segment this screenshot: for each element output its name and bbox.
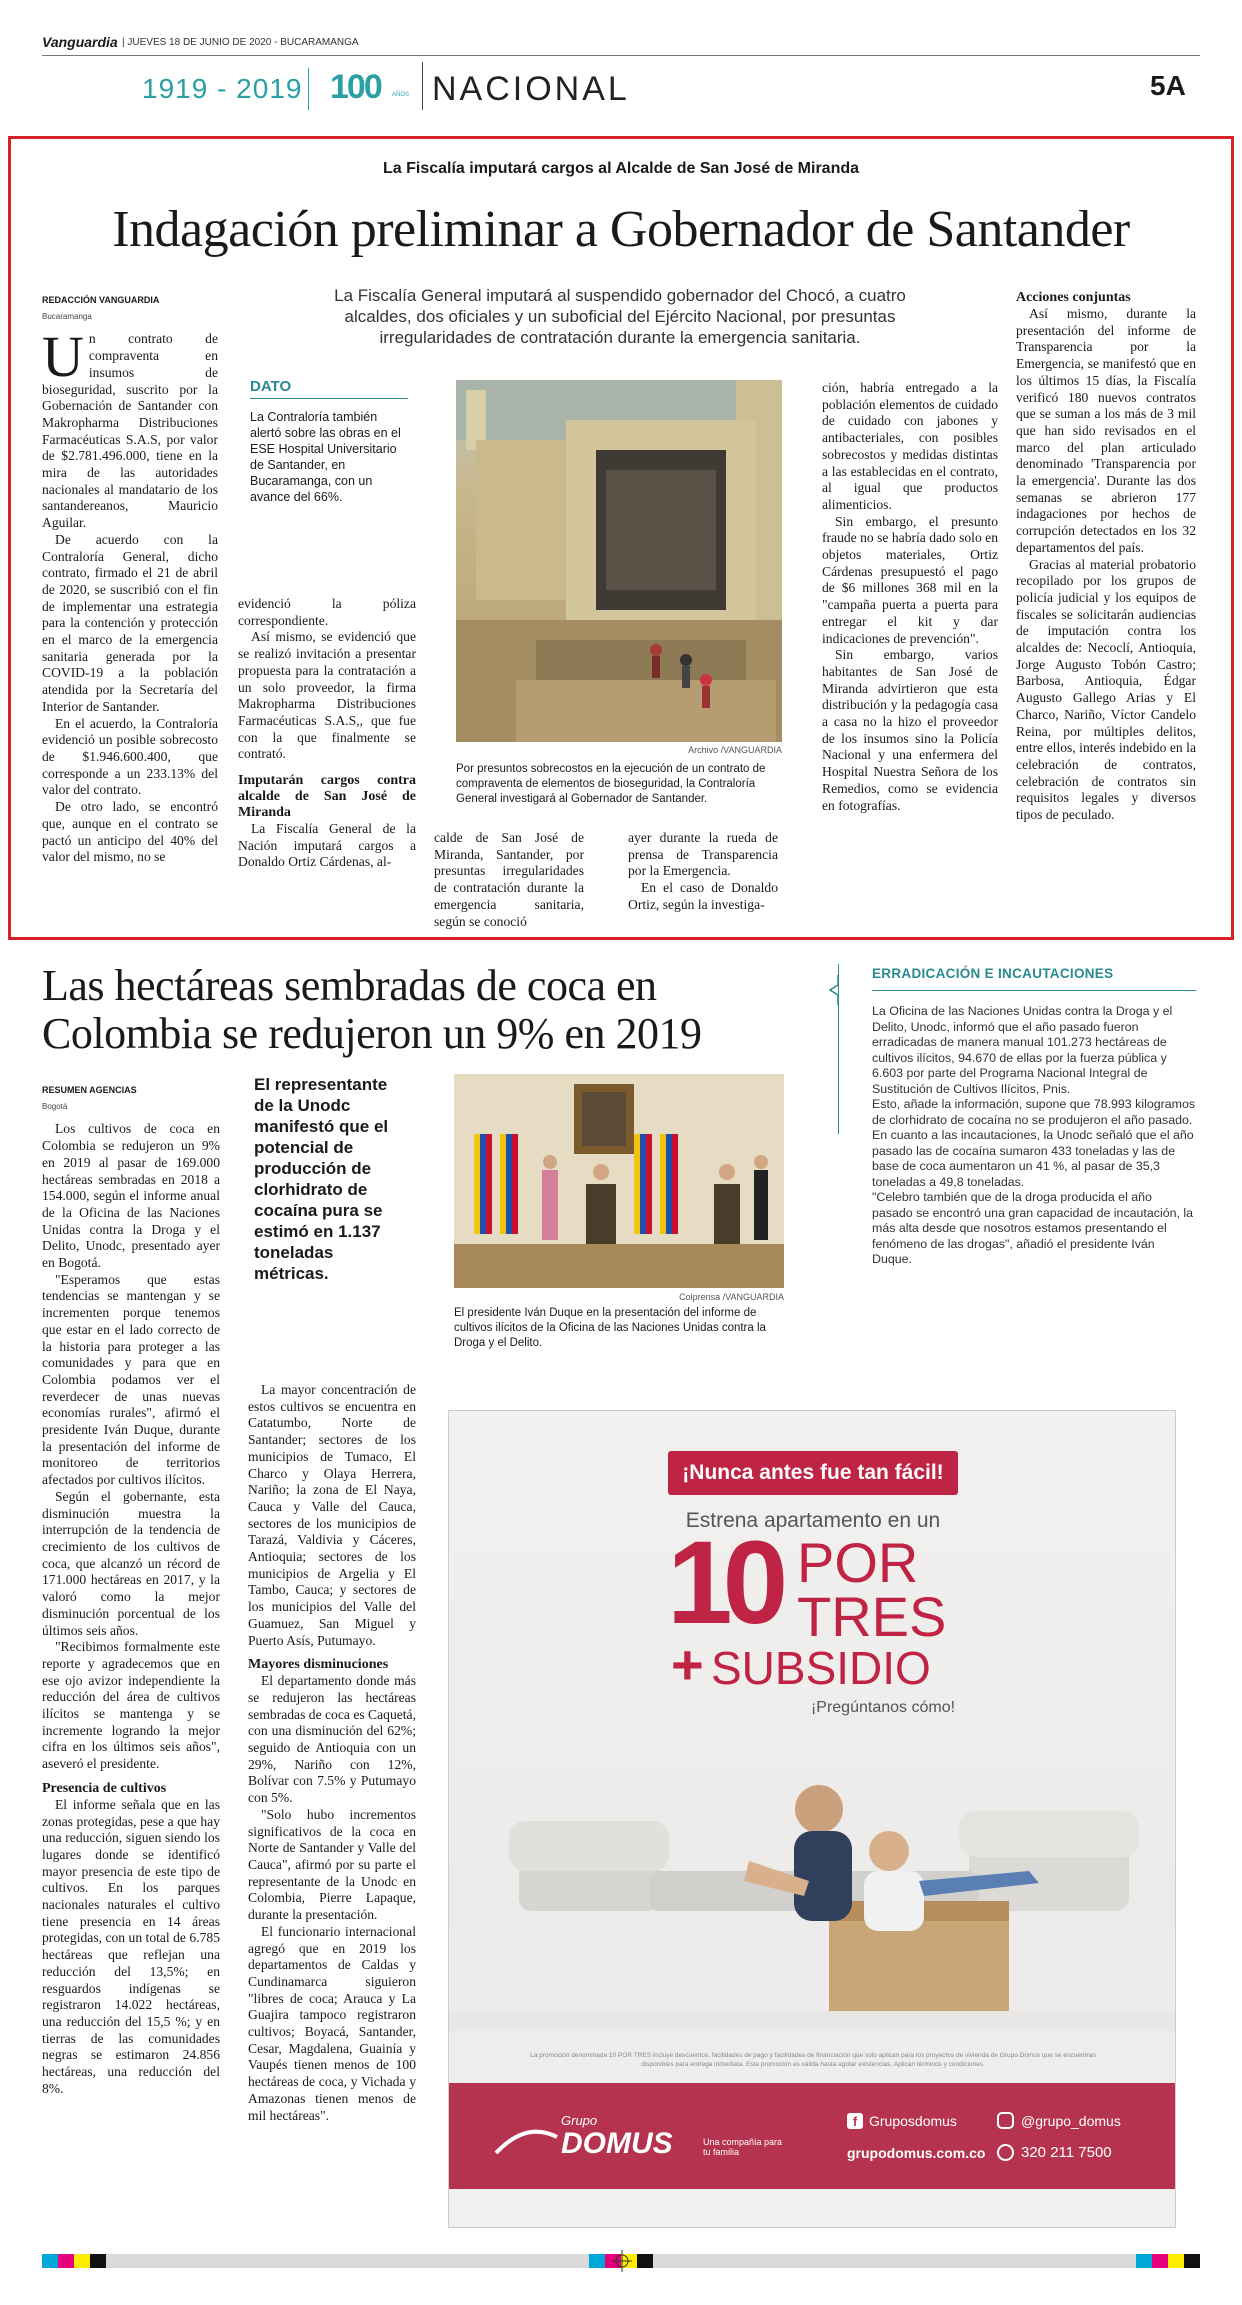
story1-lead: n contrato de compraventa en insumos de bioseguridad, suscrito por la Gobernación de Santander con Makropharma Distribuciones Farmacéuticas S.A.S, por valor de $2.781.496.000, tiene en la mira de las autoridades nacionales al mandatario de los santandereanos, Mauricio Aguilar.: [42, 331, 218, 531]
story2-photo-caption: El presidente Iván Duque en la presentación del informe de cultivos ilícitos de la Oficina de las Naciones Unidas contra la Droga y el Delito.: [454, 1307, 766, 1349]
story2-location: Bogotá: [42, 1101, 68, 1111]
story1-deck: La Fiscalía General imputará al suspendido gobernador del Chocó, a cuatro alcaldes, dos oficiales y un suboficial del Ejército Nacional, por presuntas irregularidades de contratación durante la emergencia sanitaria.: [334, 286, 906, 347]
ad-website[interactable]: grupodomus.com.co: [847, 2145, 986, 2161]
dato-text: La Contraloría también alertó sobre las obras en el ESE Hospital Universitario de Santander, en Bucaramanga, con un avance del 66%.: [250, 410, 401, 504]
ad-tagline: Una compañía para tu familia: [703, 2137, 783, 2157]
paragraph: Así mismo, durante la presentación del informe de Transparencia por la Emergencia, se manifestó que en los últimos 15 días, la Fiscalía verificó 180 nuevos contratos que se suman a los más de 3 mil que han sido revisados en el marco del plan articulado denominado 'Transparencia por la emergencia'. Durante las dos semanas se abrieron 177 indagaciones por hechos de corrupción detectados en los 32 departamentos del país.: [1016, 306, 1196, 555]
dato-box: [250, 378, 408, 505]
ad-brand: DOMUS: [561, 2127, 673, 2160]
story1-dropcap: U: [42, 324, 84, 390]
paragraph: Los cultivos de coca en Colombia se redujeron un 9% en 2019 al pasar de 169.000 hectáreas sembradas en 2018 a 154.000, según el informe anual de la Oficina de las Naciones Unidas contra la Droga y el Delito, Unodc, presentado ayer en Bogotá.: [42, 1121, 220, 1271]
dato-label: DATO: [250, 378, 408, 399]
paragraph: La mayor concentración de estos cultivos se encuentra en Catatumbo, Norte de Santander; sectores de los municipios de Tumaco, El Charco y Olaya Herrera, Nariño; la zona de El Naya, Cauca y Valle del Cauca, sectores de los municipios de Tarazá, Valdivia y Cáceres, Antioquia; sectores de los municipios de Argelia y El Tambo, Cauca; y sectores de los municipios del Valle del Guamuez, San Miguel y Puerto Asís, Putumayo.: [248, 1382, 416, 1648]
story1-col5: [822, 380, 998, 814]
story2-headline: Las hectáreas sembradas de coca en Colombia se redujeron un 9% en 2019: [42, 961, 702, 1058]
story1-subhead-1: Imputarán cargos contra alcalde de San José de Miranda: [238, 773, 416, 821]
paragraph: calde de San José de Miranda, Santander, por presuntas irregularidades de contratación durante la emergencia sanitaria, según se conoció: [434, 830, 584, 929]
paragraph: "Celebro también que de la droga producida el año pasado se encontró una gran capacidad de incautación, la más alta desde que nosotros estamos presentando el fenómeno de las drogas", añadió el presidente Iván Duque.: [872, 1190, 1194, 1266]
ad-brand-small: Grupo: [561, 2113, 598, 2128]
paragraph: La Oficina de las Naciones Unidas contra la Droga y el Delito, Unodc, informó que el año pasado fueron erradicadas de manera manual 101.273 hectáreas de cultivos ilícitos, 94.670 de ellas por la fuerza pública y 6.603 por parte del Programa Nacional Integral de Sustitución de Cultivos Ilícitos, Pnis.: [872, 1004, 1173, 1096]
story1-col2: [238, 596, 416, 871]
story1-col3: [434, 830, 584, 930]
paragraph: Sin embargo, varios habitantes de San José de Miranda advirtieron que esta distribución y la pedagogía casa a casa no la hizo el proveedor de los insumos sino la Policía Nacional y una enfermera del Hospital Nuestra Señora de los Remedios, como se evidencia en fotografías.: [822, 647, 998, 813]
story1-byline: REDACCIÓN VANGUARDIA: [42, 295, 160, 305]
section-title: NACIONAL: [432, 70, 630, 108]
paragraph: "Esperamos que estas tendencias se mantengan y se incrementen porque tenemos que estar en el lado correcto de la historia para proteger a las comunidades y para que en Colombia podamos ver el reverdecer de unas nuevas economías rurales", afirmó el presidente Iván Duque, durante la presentación del informe de monitoreo de territorios afectados por cultivos ilícitos.: [42, 1271, 220, 1488]
story1-photo-credit: Archivo /VANGUARDIA: [688, 745, 782, 755]
masthead-brand: Vanguardia: [42, 34, 118, 50]
story1-col4: [628, 830, 778, 914]
paragraph: ción, habría entregado a la población elementos de cuidado de cuidado con jabones y antibacteriales, con posibles sobrecostos y medidas distintas a las establecidas en el contrato, al igual que productos alimenticios.: [822, 380, 998, 512]
story2-pull-quote: El representante de la Unodc manifestó que el potencial de producción de clorhidrato de cocaína pura se estimó en 1.137 toneladas métricas.: [254, 1075, 389, 1283]
masthead-dateline: | JUEVES 18 DE JUNIO DE 2020 - BUCARAMANGA: [122, 37, 359, 48]
ad-por: POR: [797, 1531, 919, 1594]
paragraph: "Solo hubo incrementos significativos de la coca en Norte de Santander y Valle del Cauca", afirmó por su parte el representante de la Unodc en Colombia, Pierre Lapaque, durante la presentación.: [248, 1806, 416, 1923]
story1-location: Bucaramanga: [42, 311, 92, 321]
paragraph: Esto, añade la información, supone que 78.993 kilogramos de clorhidrato de cocaína no se produjeron el año pasado.: [872, 1097, 1196, 1127]
sidebar-title: ERRADICACIÓN E INCAUTACIONES: [872, 966, 1114, 981]
paragraph: De acuerdo con la Contraloría General, dicho contrato, firmado el 21 de abril de 2020, se suscribió con el fin de implementar una estrategia para la contención y protección en el marco de la emergencia sanitaria generada por la COVID-19 a la población atendida por la Secretaría del Interior de Santander.: [42, 531, 218, 714]
paragraph: En cuanto a las incautaciones, la Unodc señaló que el año pasado las de cocaína sumaron 433 toneladas y las de base de coca aumentaron un 41 %, al pasar de 35,3 toneladas a 49,8 toneladas.: [872, 1128, 1194, 1189]
ad-big-number: 10: [667, 1517, 779, 1649]
paragraph: "Recibimos formalmente este reporte y agradecemos que en ese ojo avizor independiente la reducción del área de cultivos ilícitos se mantenga y se incremente logrando la mejor cifra en los últimos seis años", aseveró el presidente.: [42, 1639, 220, 1772]
paragraph: El funcionario internacional agregó que en 2019 los departamentos de Caldas y Cundinamarca siguieron "libres de coca; Arauca y La Guajira tampoco registraron cultivos; Boyacá, Santander, Cesar, Magdalena, Guainía y Vaupés tienen menos de 100 hectáreas de coca, y Vichada y Amazonas tienen menos de mil hectáreas".: [248, 1923, 416, 2123]
story2-col1: [42, 1082, 220, 2097]
ad-footer: [449, 2083, 1176, 2189]
story2-photo: [454, 1074, 784, 1288]
sidebar-title-rule: [872, 990, 1196, 991]
story2-subhead-1: Presencia de cultivos: [42, 1780, 167, 1796]
story1-col1: [42, 292, 218, 866]
paragraph: La Fiscalía General de la Nación imputará cargos a Donaldo Ortiz Cárdenas, al-: [238, 821, 416, 870]
story2-col2: [248, 1382, 416, 2124]
story1-kicker: La Fiscalía imputará cargos al Alcalde de San José de Miranda: [382, 160, 860, 177]
story2-photo-credit: Colprensa /VANGUARDIA: [679, 1292, 784, 1302]
ad-line1: Estrena apartamento en un: [685, 1509, 941, 1532]
paragraph: En el caso de Donaldo Ortiz, según la investiga-: [628, 880, 778, 912]
ad-facebook[interactable]: Gruposdomus: [869, 2113, 957, 2129]
anniversary-logo: 100: [330, 68, 381, 106]
masthead-divider-2: [422, 62, 423, 110]
masthead-years: 1919 - 2019: [142, 73, 303, 104]
story1-col6: [1016, 290, 1196, 824]
ad-ask: ¡Pregúntanos cómo!: [810, 1699, 956, 1716]
sidebar-body: [872, 1004, 1196, 1268]
story1-subhead-2: Acciones conjuntas: [1016, 290, 1131, 305]
domus-logo-icon: [491, 2121, 561, 2161]
facebook-icon[interactable]: f: [847, 2113, 863, 2129]
ad-phone[interactable]: 320 211 7500: [1021, 2144, 1112, 2161]
story1-photo-caption: Por presuntos sobrecostos en la ejecución de un contrato de compraventa de elementos de bioseguridad, la Contraloría General investigará al Gobernador de Santander.: [456, 763, 766, 805]
sidebar-bracket-icon: [826, 975, 850, 1005]
story1-photo: [456, 380, 782, 742]
paragraph: De otro lado, se encontró que, aunque en el contrato se pactó un anticipo del 40% del valor del mismo, no se: [42, 799, 218, 865]
page-number: 5A: [1150, 70, 1186, 101]
ad-couple-illustration: [449, 1731, 1176, 2031]
registration-mark-icon: [612, 2250, 632, 2272]
paragraph: evidenció la póliza correspondiente.: [238, 596, 416, 628]
paragraph: En el acuerdo, la Contraloría evidenció un posible sobrecosto de $1.946.600.400, que corresponde a un 233.13% del valor del contrato.: [42, 715, 218, 798]
ad-subsidio: SUBSIDIO: [711, 1642, 931, 1694]
ad-instagram[interactable]: @grupo_domus: [1021, 2113, 1121, 2129]
paragraph: Gracias al material probatorio recopilado por los grupos de policía judicial y los equipos de fiscales se solicitarán audiencias de imputación contra los alcaldes de: Necoclí, Antioquia, Jorge Augusto Tobón Castro; Barbosa, Antioquia, Édgar Augusto Gallego Arias y El Charco, Nariño, Víctor Candelo Reina, por múltiples delitos, entre ellos, interés indebido en la celebración de contratos, celebración de contratos sin requisitos legales y diversos tipos de peculado.: [1016, 556, 1196, 823]
story1-headline: Indagación preliminar a Gobernador de Santander: [112, 201, 1130, 258]
story2-byline: RESUMEN AGENCIAS: [42, 1085, 137, 1095]
paragraph: ayer durante la rueda de prensa de Transparencia por la Emergencia.: [628, 830, 778, 879]
ad-plus: +: [671, 1633, 704, 1696]
ad-tres: TRES: [797, 1585, 947, 1648]
story2-subhead-2: Mayores disminuciones: [248, 1657, 389, 1673]
paragraph: El informe señala que en las zonas protegidas, pese a que hay una reducción, siguen siendo los lugares donde se identificó mayor presencia de este tipo de cultivos. En los parques nacionales naturales el cultivo tiene presencia en 14 áreas protegidas, con un total de 6.785 hectáreas que reflejan una reducción del 13,5%; en resguardos indígenas se registraron 14.022 hectáreas, una reducción del 15,5 %; y en tierras de las comunidades negras se estimaron 24.856 hectáreas, una reducción del 8%.: [42, 1796, 220, 2096]
paragraph: Así mismo, se evidenció que se realizó invitación a presentar propuesta para la contratación a un solo proveedor, la firma Makropharma Distribuciones Farmacéuticas S.A.S,, que fue con la que finalmente se contrató.: [238, 629, 416, 762]
whatsapp-icon[interactable]: [997, 2144, 1014, 2161]
press-conference-illustration: [454, 1074, 784, 1288]
masthead-divider: [308, 68, 309, 110]
anniversary-logo-small: AÑOS: [392, 92, 410, 98]
ad-fineprint: La promoción denominada 10 POR TRES incluye descuentos, facilidades de pago y facilidades de financiación que solo aplican para los proyectos de vivienda de Grupo Domus que se encuentran disponibles para entrega inmediata. Esta promoción es válida hasta agotar existencias. Aplican términos y condiciones.: [530, 2052, 1096, 2068]
paragraph: Según el gobernante, esta disminución muestra la interrupción de la tendencia de crecimiento de los cultivos de coca, que alcanzó un récord de 171.000 hectáreas en 2017, y la valoró como la mejor disminución porcentual de los últimos seis años.: [42, 1488, 220, 1638]
ad-frame: [448, 1410, 1176, 2228]
paragraph: El departamento donde más se redujeron las hectáreas sembradas de coca es Caquetá, con una disminución del 62%; seguido de Antioquia con un 29%, Nariño con 12%, Bolívar con 7.5% y Putumayo con 5%.: [248, 1673, 416, 1806]
paragraph: Sin embargo, el presunto fraude no se habría dado solo en objetos materiales, Ortiz Cárdenas presupuestó el pago de $6 millones 368 mil en la "campaña puerta a puerta para entregar el kit y dar indicaciones de prevención".: [822, 513, 998, 646]
building-illustration: [456, 380, 782, 742]
ad-banner[interactable]: ¡Nunca antes fue tan fácil!: [668, 1451, 958, 1495]
instagram-icon[interactable]: [997, 2112, 1014, 2129]
masthead-rule: [42, 55, 1200, 56]
